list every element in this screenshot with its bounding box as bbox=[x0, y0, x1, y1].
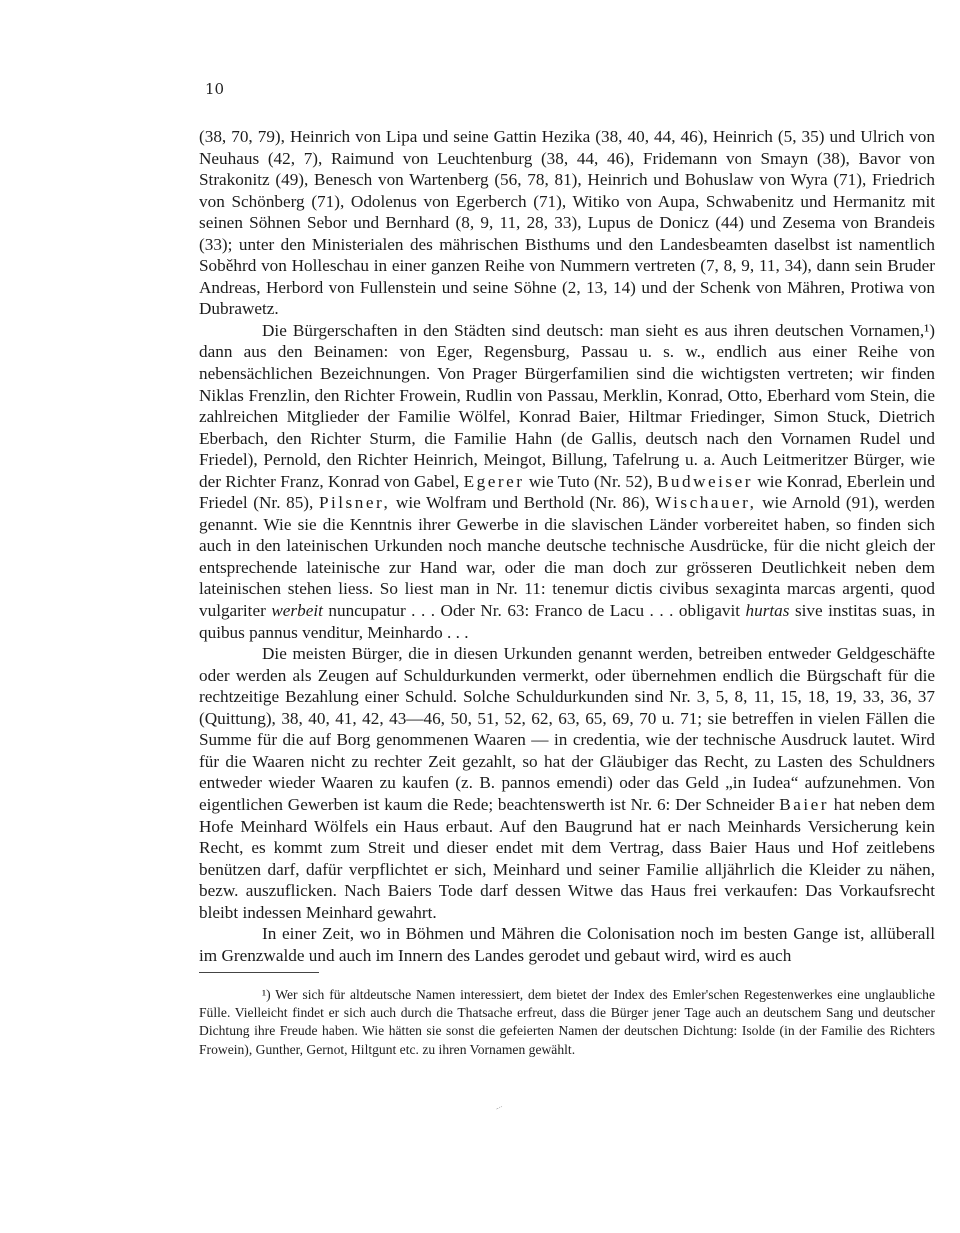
paragraph-3-text-a: Die meisten Bürger, die in diesen Urkunden genannt werden, betreiben entweder Geldgeschäfte oder werden als Zeugen auf Schuldurkunden vermerkt, oder übernehmen endlich die Bürgschaft für die rechtzeitige Bezahlung einer Schuld. Solche Schuldurkunden sind Nr. 3, 5, 8, 11, 15, 18, 19, 33, 36, 37 (Quittung), 38, 40, 41, 42, 43—46, 50, 51, 52, 62, 63, 65, 69, 70 u. 71; sie betreffen in vielen Fällen die Summe für die auf Borg genommenen Waaren — in credentia, wie der technische Ausdruck lautet. Wird für die Waaren nicht zu rechter Zeit gezahlt, so hat der Gläubiger das Recht, zu Lasten des Schuldners entweder wieder Waaren zu kaufen (z. B. pannos emendi) oder das Geld „in Iudea“ aufzunehmen. Von eigentlichen Gewerben ist kaum die Rede; beachtenswerth ist Nr. 6: Der Schneider bbox=[199, 644, 935, 814]
spaced-word-egerer: Egerer bbox=[463, 471, 525, 491]
italic-word-werbeit: werbeit bbox=[271, 601, 323, 621]
footnote bbox=[199, 986, 935, 1059]
italic-word-hurtas: hurtas bbox=[745, 601, 790, 621]
paragraph-2 bbox=[199, 320, 935, 643]
paragraph-2-text-d: wie Wolfram und Berthold (Nr. 86), bbox=[395, 493, 650, 513]
paragraph-2-text-f: nuncupatur . . . Oder Nr. 63: Franco de Lacu . . . obligavit bbox=[328, 601, 741, 621]
footnote-separator bbox=[199, 972, 319, 973]
footnote-text: ¹) Wer sich für altdeutsche Namen interessiert, dem bietet der Index des Emler'schen Regestenwerkes eine unglaubliche Fülle. Vielleicht findet er sich auch durch die Thatsache erfreut, dass die Bürger jener Tage auch an deutschem Sang und deutscher Dichtung ihre Freude haben. Wie hätten sie sonst die gefeierten Namen der deutschen Dichtung: Isolde (in der Familie des Richters Frowein), Gunther, Gernot, Hiltgunt etc. zu ihren Vornamen gewählt. bbox=[199, 987, 935, 1057]
paragraph-2-text-a: Die Bürgerschaften in den Städten sind deutsch: man sieht es aus ihren deutschen Vornamen,¹) dann aus den Beinamen: von Eger, Regensburg, Passau u. s. w., endlich aus einer Reihe von nebensächlichen Bezeichnungen. Von Prager Bürgerfamilien sind die wichtigsten vertreten; wir finden Niklas Frenzlin, den Richter Frowein, Rudlin von Passau, Merklin, Konrad, Otto, Eberhard vom Stein, die zahlreichen Mitglieder der Familie Wölfel, Konrad Baier, Hiltmar Friedinger, Simon Stuck, Dietrich Eberbach, den Richter Sturm, die Familie Hahn (de Gallis, deutsch nach den Vornamen Rudel und Friedel), Pernold, den Richter Heinrich, Meingot, Billung, Tafelrung u. a. Auch Leitmeritzer Bürger, wie der Richter Franz, Konrad von Gabel, bbox=[199, 320, 935, 491]
spaced-word-wischauer: Wischauer, bbox=[655, 493, 757, 513]
page-number: 10 bbox=[205, 80, 225, 98]
main-text bbox=[199, 126, 935, 966]
paragraph-2-text-g: sive institas suas, in quibus pannus venditur, Meinhardo . . . bbox=[199, 601, 936, 642]
paragraph-2-text-e: wie Arnold (91), werden genannt. Wie sie die Kenntnis ihrer Gewerbe in die slavischen Länder vorbereitet haben, so finden sich auch in den lateinischen Urkunden noch manche deutsche technische Ausdrücke, für die nicht gleich der entsprechende lateinische zur Hand war, oder die man doch zur grösseren Deutlichkeit neben dem lateinischen stehen liess. So liest man in Nr. 11: tenemur dictis civibus sexaginta marcas argenti, quod vulgariter bbox=[199, 493, 935, 621]
paragraph-2-text-c: wie Konrad, Eberlein und Friedel (Nr. 85), bbox=[199, 471, 936, 513]
spaced-word-pilsner: Pilsner, bbox=[318, 493, 391, 513]
paragraph-3 bbox=[199, 643, 935, 923]
paragraph-4 bbox=[199, 923, 935, 966]
scan-speck bbox=[496, 1106, 504, 1113]
paragraph-2-text-b: wie Tuto (Nr. 52), bbox=[528, 471, 653, 491]
paragraph-1-text: (38, 70, 79), Heinrich von Lipa und seine Gattin Hezika (38, 40, 44, 46), Heinrich (5, 35) und Ulrich von Neuhaus (42, 7), Raimund von Leuchtenburg (38, 44, 46), Fridemann von Smayn (38), Bavor von Strakonitz (49), Benesch von Wartenberg (56, 78, 81), Heinrich und Bohuslaw von Wyra (71), Friedrich von Schönberg (71), Odolenus von Egerberch (71), Witiko von Aupa, Schwabenitz und Hermanitz mit seinen Söhnen Sebor und Bernhard (8, 9, 11, 28, 33), Lupus de Donicz (44) und Zesema von Brandeis (33); unter den Ministerialen des mährischen Bisthums und den Landesbeamten daselbst ist namentlich Soběhrd von Holleschau in einer ganzen Reihe von Nummern vertreten (7, 8, 9, 11, 34), dann sein Bruder Andreas, Herbord von Fullenstein und seine Söhne (2, 13, 14) und der Schenk von Mähren, Protiwa von Dubrawetz. bbox=[199, 127, 935, 319]
paragraph-4-text: In einer Zeit, wo in Böhmen und Mähren die Colonisation noch im besten Gange ist, allüberall im Grenzwalde und auch im Innern des Landes gerodet und gebaut wird, wird es auch bbox=[199, 924, 935, 965]
spaced-word-baier: Baier bbox=[779, 794, 829, 814]
spaced-word-budweiser: Budweiser bbox=[656, 471, 753, 491]
paragraph-1 bbox=[199, 126, 935, 320]
paragraph-3-text-b: hat neben dem Hofe Meinhard Wölfels ein Haus erbaut. Auf den Baugrund hat er nach Meinhards Versicherung kein Recht, es kommt zum Streit und dieser endet mit dem Vertrag, dass Baier Haus und Hof zeitlebens benützen darf, dafür verpflichtet er sich, Meinhard und seiner Familie alljährlich die Kleider zu nähen, bezw. auszuflicken. Nach Baiers Tode darf dessen Witwe das Haus frei verkaufen: Das Vorkaufsrecht bleibt indessen Meinhard gewahrt. bbox=[199, 794, 936, 922]
